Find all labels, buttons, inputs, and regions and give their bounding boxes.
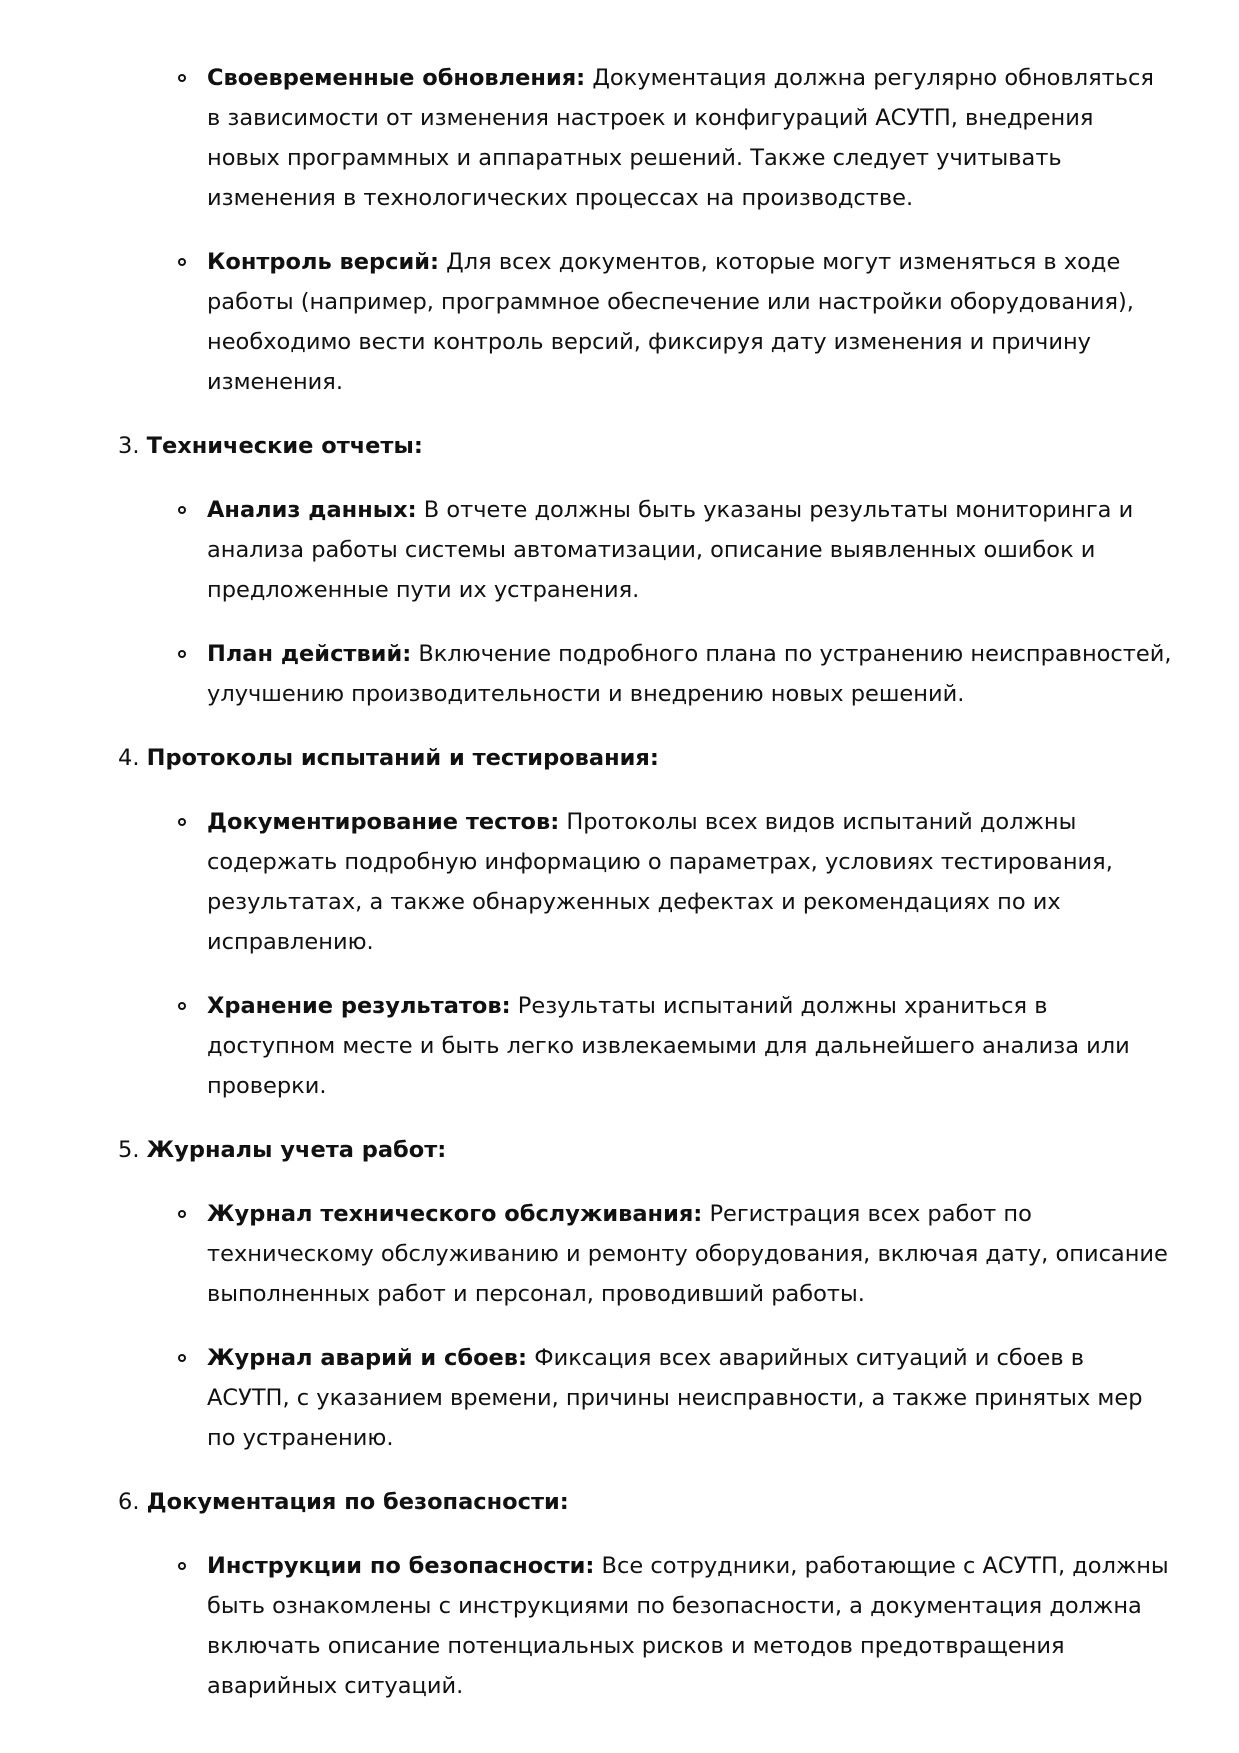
hollow-bullet-icon <box>178 1354 186 1362</box>
section-heading-4 <box>0 738 1239 778</box>
section-heading-5 <box>0 1130 1239 1170</box>
section-3-list <box>0 490 1239 714</box>
item-text: Фиксация всех аварийных ситуаций и сбоев в АСУТП, с указанием времени, причины неисправности, а также принятых мер по устранению. <box>207 1345 1143 1451</box>
list-item <box>0 1546 1172 1706</box>
item-term: Документирование тестов: <box>207 809 560 835</box>
list-item <box>0 986 1172 1106</box>
hollow-bullet-icon <box>178 1002 186 1010</box>
hollow-bullet-icon <box>178 74 186 82</box>
item-term: План действий: <box>207 641 412 667</box>
item-text: Протоколы всех видов испытаний должны содержать подробную информацию о параметрах, условиях тестирования, результатах, а также обнаруженных дефектах и рекомендациях по их исправлению. <box>207 809 1113 955</box>
item-term: Контроль версий: <box>207 249 440 275</box>
item-text: Для всех документов, которые могут изменяться в ходе работы (например, программное обеспечение или настройки оборудования), необходимо вести контроль версий, фиксируя дату изменения и причину изменения. <box>207 249 1134 395</box>
item-text: В отчете должны быть указаны результаты мониторинга и анализа работы системы автоматизации, описание выявленных ошибок и предложенные пути их устранения. <box>207 497 1134 603</box>
section-heading-3 <box>0 426 1239 466</box>
item-term: Своевременные обновления: <box>207 65 586 91</box>
list-item <box>0 490 1172 610</box>
item-term: Хранение результатов: <box>207 993 511 1019</box>
item-text: Регистрация всех работ по техническому обслуживанию и ремонту оборудования, включая дату, описание выполненных работ и персонал, проводивший работы. <box>207 1201 1168 1307</box>
item-term: Журнал технического обслуживания: <box>207 1201 703 1227</box>
hollow-bullet-icon <box>178 258 186 266</box>
item-text: Результаты испытаний должны храниться в доступном месте и быть легко извлекаемыми для дальнейшего анализа или проверки. <box>207 993 1130 1099</box>
section-number: 4. <box>118 745 140 771</box>
hollow-bullet-icon <box>178 818 186 826</box>
hollow-bullet-icon <box>178 1562 186 1570</box>
item-text: Документация должна регулярно обновляться в зависимости от изменения настроек и конфигураций АСУТП, внедрения новых программных и аппаратных решений. Также следует учитывать изменения в технологических процессах на производстве. <box>207 65 1154 211</box>
item-text: Включение подробного плана по устранению неисправностей, улучшению производительности и внедрению новых решений. <box>207 641 1172 707</box>
section-4-list <box>0 802 1239 1106</box>
item-term: Журнал аварий и сбоев: <box>207 1345 528 1371</box>
list-item <box>0 1194 1172 1314</box>
section-5-list <box>0 1194 1239 1458</box>
section-title: Документация по безопасности: <box>146 1489 569 1515</box>
section-number: 6. <box>118 1489 140 1515</box>
continuation-list <box>0 58 1239 402</box>
item-text: Все сотрудники, работающие с АСУТП, должны быть ознакомлены с инструкциями по безопасности, а документация должна включать описание потенциальных рисков и методов предотвращения аварийных ситуаций. <box>207 1553 1169 1699</box>
section-number: 5. <box>118 1137 140 1163</box>
section-title: Технические отчеты: <box>146 433 423 459</box>
section-title: Журналы учета работ: <box>146 1137 447 1163</box>
section-number: 3. <box>118 433 140 459</box>
hollow-bullet-icon <box>178 506 186 514</box>
item-term: Анализ данных: <box>207 497 417 523</box>
list-item <box>0 242 1172 402</box>
list-item <box>0 634 1172 714</box>
section-title: Протоколы испытаний и тестирования: <box>146 745 659 771</box>
hollow-bullet-icon <box>178 650 186 658</box>
item-term: Инструкции по безопасности: <box>207 1553 595 1579</box>
section-6-list <box>0 1546 1239 1706</box>
list-item <box>0 1338 1172 1458</box>
section-heading-6 <box>0 1482 1239 1522</box>
hollow-bullet-icon <box>178 1210 186 1218</box>
list-item <box>0 802 1172 962</box>
list-item <box>0 58 1172 218</box>
